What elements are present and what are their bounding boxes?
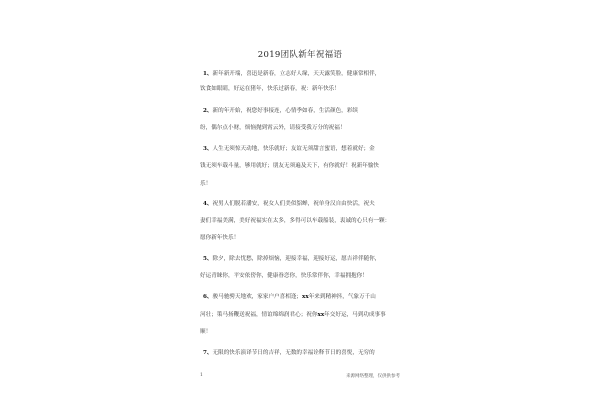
year-placeholder: xx <box>317 312 325 318</box>
paragraph-line <box>200 125 345 132</box>
paragraph-line <box>200 273 368 280</box>
line-text: 无限的快乐演译节日的吉祥，无数的幸福诠释节日的喜悦，无穷的 <box>212 350 375 356</box>
item-number: 1、 <box>203 71 213 77</box>
paragraph-line <box>200 218 390 225</box>
footer-note: 来源网络整理，仅供供参考 <box>346 374 400 379</box>
year-placeholder: xx <box>302 294 309 300</box>
paragraph-line <box>200 163 379 170</box>
paragraph-line <box>203 256 380 263</box>
paragraph-line <box>200 235 239 242</box>
paragraph-line <box>203 71 380 78</box>
item-number: 4、 <box>203 201 213 207</box>
line-text: 顺！ <box>200 329 212 335</box>
paragraph-line <box>203 350 375 357</box>
item-number: 2、 <box>203 108 213 114</box>
line-text: 饮食如眼睛，好运在猪年，快乐过新春，祝：新年快乐！ <box>200 86 340 92</box>
item-number: 5、 <box>203 256 213 262</box>
line-text: 人生无须惊天动地，快乐就好；友谊无须甜言蜜语，想着就好；金 <box>212 146 375 152</box>
item-number: 3、 <box>203 146 213 152</box>
line-text: 河壮；策马扬鞭送祝福，情谊绵绵润君心；祝你 <box>200 312 318 318</box>
paragraph-line <box>203 108 358 115</box>
line-text: 新年新开端，喜迅是新春，立志好人缘，天天露笑脸，健康常相伴， <box>212 71 381 77</box>
line-text: 愿你新年快乐！ <box>200 235 240 241</box>
document-title: 2019团队新年祝福语 <box>257 50 343 60</box>
line-text: 骏马驰骋天地欢，家家户户喜相逢； <box>212 294 303 300</box>
line-text: 乐！ <box>200 181 212 187</box>
line-text: 钱无须车载斗量，够用就好；朋友无须遍及天下，有你就好！祝新年愉快 <box>200 163 380 169</box>
page-number: 1 <box>200 373 203 378</box>
line-text: 好运青睐你，平安依傍你，健康眷恋你，快乐常伴你，幸福拥抱你！ <box>200 273 368 279</box>
paragraph-line <box>203 294 376 301</box>
paragraph-line <box>200 329 211 336</box>
paragraph-line <box>200 312 386 319</box>
line-text: 新的年开始，祝您好事接连，心情季如春，生活颜色，彩缤 <box>212 108 358 114</box>
item-number: 6、 <box>203 294 213 300</box>
line-text: 妻们幸福美满，美好祝福实在太多，多得可以车载船装，衷诚的心只有一颗： <box>200 218 391 224</box>
paragraph-line <box>203 146 375 153</box>
line-text: 除夕，除去忧愁，除掉烦恼，迎接幸福，迎接好运，愿吉祥伴随你， <box>212 256 381 262</box>
item-number: 7、 <box>203 350 213 356</box>
paragraph-line <box>200 86 340 93</box>
line-text: 年交好运，马到功成事事 <box>324 312 386 318</box>
paragraph-line <box>203 201 375 208</box>
line-text: 纷，偶尔点小财，烦恼抛到霄云外，请接受我万分的祝福！ <box>200 125 346 131</box>
line-text: 祝男人们脱若潘安，祝女人们美似貂蝉，祝单身汉自由快活，祝夫 <box>212 201 375 207</box>
paragraph-line <box>200 181 211 188</box>
line-text: 年来到精神抖，气象万千山 <box>308 294 376 300</box>
